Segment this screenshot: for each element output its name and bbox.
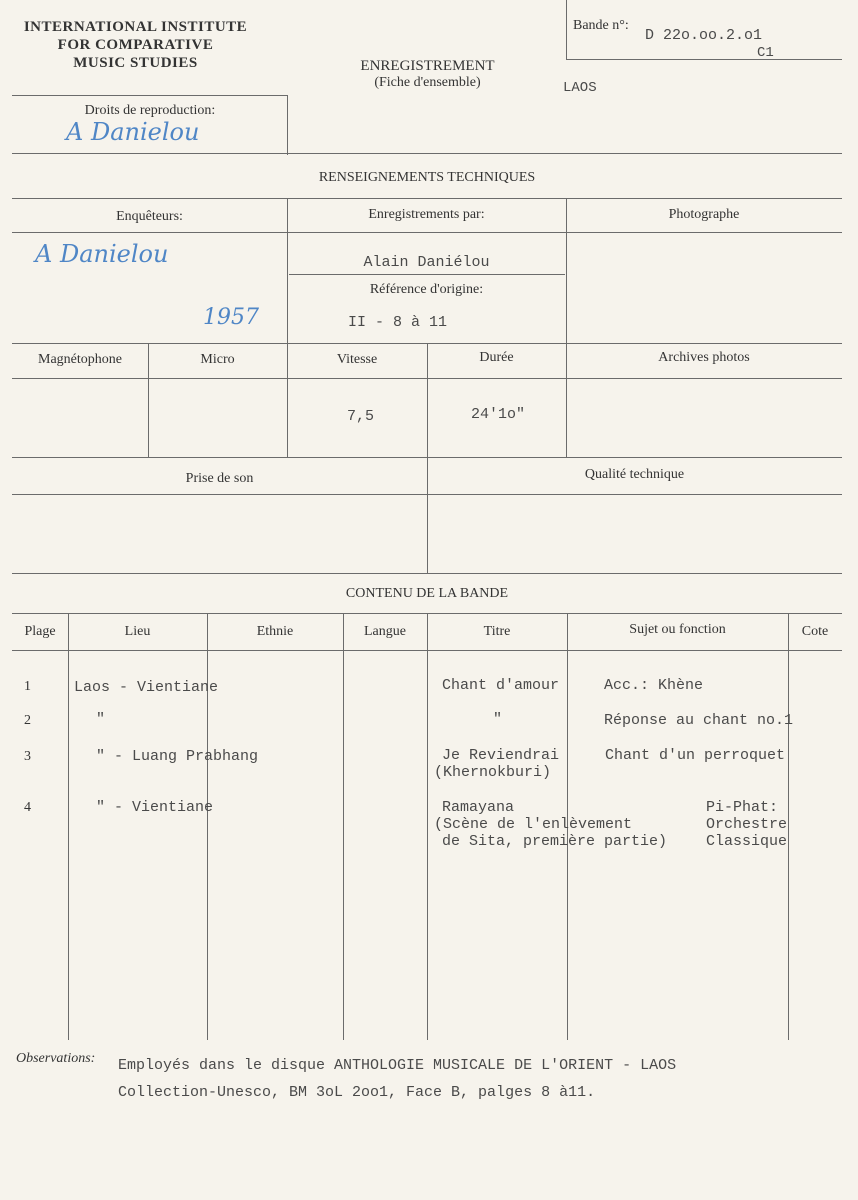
institute-line-1: INTERNATIONAL INSTITUTE bbox=[23, 19, 248, 35]
row-titre: " bbox=[493, 711, 503, 728]
col-cote: Cote bbox=[801, 624, 829, 639]
qualite-label: Qualité technique bbox=[584, 467, 685, 482]
col-ethnie: Ethnie bbox=[256, 624, 294, 639]
institute-line-2: FOR COMPARATIVE bbox=[57, 37, 214, 53]
row-plage: 2 bbox=[24, 713, 31, 728]
vitesse-label: Vitesse bbox=[336, 352, 378, 367]
title-sub: (Fiche d'ensemble) bbox=[374, 75, 481, 90]
row-plage: 1 bbox=[24, 679, 31, 694]
col-lieu: Lieu bbox=[124, 624, 151, 639]
row-sujet: Pi-Phat: bbox=[706, 799, 779, 816]
enqueteurs-signature: A Danielou bbox=[35, 240, 169, 268]
row-titre: Je Reviendrai bbox=[442, 747, 560, 764]
magnetophone-label: Magnétophone bbox=[38, 352, 122, 367]
bande-sub: C1 bbox=[757, 45, 774, 61]
vitesse-value: 7,5 bbox=[347, 408, 375, 425]
col-plage: Plage bbox=[24, 624, 56, 639]
row-plage: 3 bbox=[24, 749, 31, 764]
duree-value: 24'1o" bbox=[471, 406, 526, 423]
row-titre: Chant d'amour bbox=[442, 677, 560, 694]
institute-name bbox=[8, 18, 263, 72]
row-lieu: Laos - Vientiane bbox=[74, 679, 219, 696]
row-lieu: " bbox=[96, 711, 106, 728]
enregistrements-label: Enregistrements par: bbox=[368, 207, 485, 222]
enqueteurs-label: Enquêteurs: bbox=[116, 209, 183, 224]
observations-line-1: Employés dans le disque ANTHOLOGIE MUSICALE DE L'ORIENT - LAOS bbox=[118, 1057, 677, 1074]
row-sujet: Chant d'un perroquet bbox=[605, 747, 786, 764]
row-sujet-line-3: Classique bbox=[706, 833, 788, 850]
col-titre: Titre bbox=[483, 624, 511, 639]
col-sujet: Sujet ou fonction bbox=[629, 622, 726, 637]
bande-label: Bande n°: bbox=[573, 18, 629, 33]
row-plage: 4 bbox=[24, 800, 31, 815]
photographe-label: Photographe bbox=[668, 207, 740, 222]
droits-signature: A Danielou bbox=[66, 118, 200, 146]
row-sujet: Réponse au chant no.1 bbox=[604, 712, 794, 729]
droits-label: Droits de reproduction: bbox=[84, 103, 216, 118]
archives-label: Archives photos bbox=[658, 350, 750, 365]
duree-label: Durée bbox=[479, 350, 514, 365]
enregistrements-value: Alain Daniélou bbox=[363, 254, 490, 271]
reference-label: Référence d'origine: bbox=[369, 282, 484, 297]
bande-number: D 22o.oo.2.o1 bbox=[645, 27, 763, 44]
micro-label: Micro bbox=[200, 352, 235, 367]
row-titre-line-2: (Scène de l'enlèvement bbox=[434, 816, 633, 833]
observations-label: Observations: bbox=[16, 1051, 96, 1066]
row-titre-line-3: de Sita, première partie) bbox=[442, 833, 668, 850]
reference-value: II - 8 à 11 bbox=[348, 314, 448, 331]
document-title bbox=[335, 58, 520, 91]
row-lieu: " - Luang Prabhang bbox=[96, 748, 259, 765]
country: LAOS bbox=[563, 80, 597, 96]
contenu-header: CONTENU DE LA BANDE bbox=[345, 586, 509, 601]
row-lieu: " - Vientiane bbox=[96, 799, 214, 816]
institute-line-3: MUSIC STUDIES bbox=[73, 55, 198, 71]
col-langue: Langue bbox=[364, 624, 406, 639]
observations-line-2: Collection-Unesco, BM 3oL 2oo1, Face B, palges 8 à11. bbox=[118, 1084, 596, 1101]
row-sujet: Acc.: Khène bbox=[604, 677, 704, 694]
row-titre: Ramayana bbox=[442, 799, 515, 816]
prise-de-son-label: Prise de son bbox=[185, 471, 254, 486]
row-titre-line-2: (Khernokburi) bbox=[434, 764, 552, 781]
renseignements-header: RENSEIGNEMENTS TECHNIQUES bbox=[318, 170, 536, 185]
row-sujet-line-2: Orchestre bbox=[706, 816, 788, 833]
enqueteurs-year: 1957 bbox=[203, 305, 259, 330]
title-main: ENREGISTREMENT bbox=[360, 58, 495, 74]
